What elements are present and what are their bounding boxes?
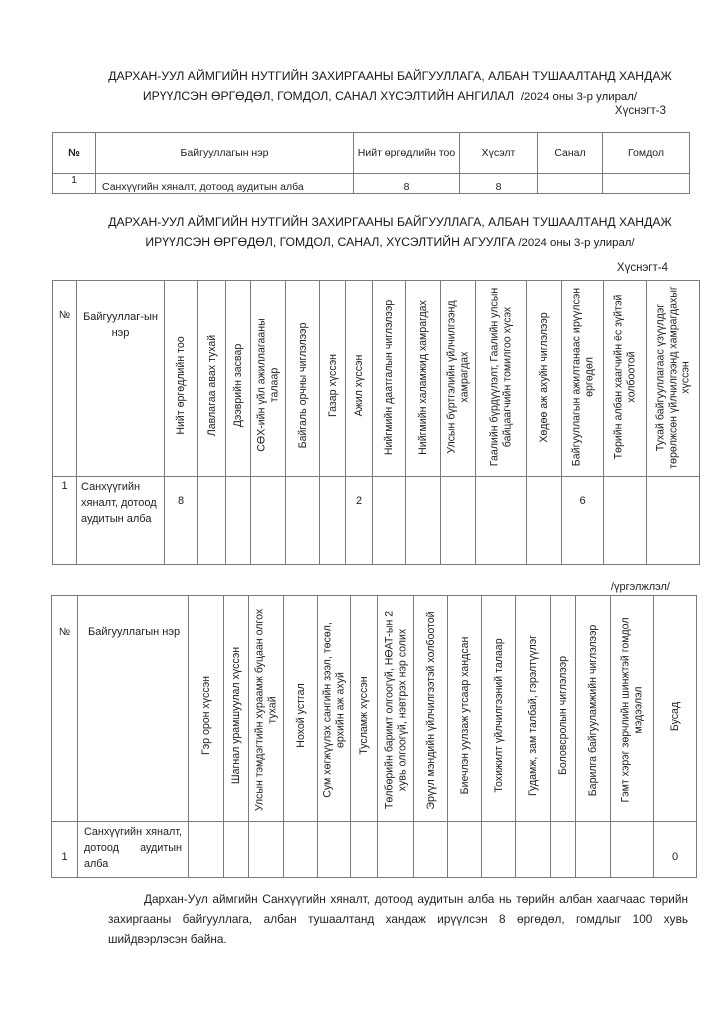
header-receipt-vat: Төлбөрийн баримт олгоогүй, НӨАТ-ын 2 хувь олгоогүй, нэвтрэх нэр солих: [383, 610, 408, 810]
row-value: [351, 822, 378, 878]
row-value: [448, 822, 482, 878]
row-request: 8: [460, 174, 538, 194]
row-value: [647, 477, 700, 565]
header-education: Боловсролын чиглэлээр: [556, 655, 569, 775]
row-value: [441, 477, 476, 565]
row-value: [320, 477, 346, 565]
header-other: Бусад: [668, 701, 681, 731]
row-value: [378, 822, 414, 878]
header-construction: Барилга байгууламжийн чиглэлээр: [586, 624, 599, 796]
section2-title-line2: ИРҮҮЛСЭН ӨРГӨДӨЛ, ГОМДОЛ, САНАЛ, ХҮСЭЛТИЙН АГУУЛГА /2024 оны 3-р улирал/: [145, 235, 635, 249]
table-header-row: [53, 133, 690, 174]
header-health-service: Эрүүл мэндийн үйлчилгээтэй холбоотой: [424, 610, 437, 810]
continued-label: /үргэлжлэл/: [610, 581, 670, 593]
row-value: [576, 822, 611, 878]
row-value: [226, 477, 251, 565]
row-value: [198, 477, 226, 565]
header-assistance: Тусламж хүссэн: [357, 675, 370, 755]
row-org-name: Санхүүгийн хяналт, дотоод аудитын алба: [78, 822, 189, 878]
header-housing: Гэр орон хүссэн: [199, 675, 212, 755]
header-employee-petition: Байгууллагын ажилтанаас ирүүлсэн өргөдөл: [570, 287, 595, 467]
header-meeting-phone: Биечлэн уулзаж утсаар хандсан: [458, 636, 471, 794]
table-row: [53, 174, 690, 194]
header-suggestion: Санал: [538, 133, 603, 174]
header-soum-fund-loan: Сум хөгжүүлэх сангийн зээл, төсөл, өрхийн аж ахуй: [321, 622, 346, 798]
summary-paragraph: Дархан-Уул аймгийн Санхүүгийн хяналт, дотоод аудитын алба нь төрийн албан хаагчаас төрийн захиргааны байгууллага, албан тушаалтанд хандаж ирүүлсэн 8 өргөдөл, гомдлыг 100 хувь шийдвэрлэсэн байна.: [108, 892, 688, 946]
header-total: Нийт өргөдлийн тоо: [354, 133, 460, 174]
row-value: [373, 477, 406, 565]
row-value: [406, 477, 441, 565]
header-complaint: Гомдол: [603, 133, 690, 174]
row-job-value: 2: [346, 477, 373, 565]
row-no: 1: [53, 174, 96, 194]
section2-title: [60, 212, 720, 253]
row-employee-petition-value: 6: [562, 477, 604, 565]
section1-title-line2: ИРҮҮЛСЭН ӨРГӨДӨЛ, ГОМДОЛ, САНАЛ ХҮСЭЛТИЙН АНГИЛАЛ /2024 оны 3-р улирал/: [142, 89, 638, 103]
table-row: [52, 822, 697, 878]
row-value: [482, 822, 516, 878]
header-org-name: Байгууллагын нэр: [78, 596, 189, 822]
header-street-lighting: Гудамж, зам талбай, гэрэлтүүлэг: [526, 634, 539, 796]
classification-table: [52, 132, 690, 194]
row-value: [249, 822, 284, 878]
header-customs: Гаалийн бүрдүүлэлт, Гаалийн улсын байцаагчийн томилгоо хүсэх: [488, 287, 513, 467]
content-table: [52, 280, 700, 565]
section2-title-line1: ДАРХАН-УУЛ АЙМГИЙН НУТГИЙН ЗАХИРГААНЫ БАЙГУУЛЛАГА, АЛБАН ТУШААЛТАНД ХАНДАЖ: [108, 215, 672, 229]
content-table-continued: [51, 595, 697, 878]
row-value: [516, 822, 551, 878]
header-org-name: Байгууллаг-ын нэр: [77, 281, 165, 477]
header-reference: Лавлагаа авах тухай: [205, 334, 218, 436]
row-org-name: Санхүүгийн хяналт, дотоод аудитын алба: [77, 477, 165, 565]
row-suggestion: [538, 174, 603, 194]
row-value: [527, 477, 562, 565]
row-value: [611, 822, 654, 878]
header-landscaping: Тохижилт үйлчилгээний талаар: [492, 637, 505, 793]
header-no: №: [53, 281, 77, 477]
header-land: Газар хүссэн: [326, 353, 339, 417]
row-no: 1: [53, 477, 77, 565]
row-value: [414, 822, 448, 878]
section2-appendix-label: Хүснэгт-4: [616, 262, 668, 274]
row-other-value: 0: [654, 822, 697, 878]
table-header-row: [52, 596, 697, 822]
row-org-name: Санхүүгийн хяналт, дотоод аудитын алба: [96, 174, 354, 194]
header-dog-control: Нохой устгал: [294, 682, 307, 748]
row-value: [251, 477, 286, 565]
row-value: [476, 477, 527, 565]
header-specialized-service: Тухай байгууллагаас үзүүлдэг төрөлжсөн үйлчилгээнд хамрагдахыг хүссэн: [654, 285, 692, 469]
header-state-registration: Улсын бүртгэлийн үйлчилгээнд хамрагдах: [445, 300, 470, 454]
header-no: №: [52, 596, 78, 822]
section1-title-line1: ДАРХАН-УУЛ АЙМГИЙН НУТГИЙН ЗАХИРГААНЫ БАЙГУУЛЛАГА, АЛБАН ТУШААЛТАНД ХАНДАЖ: [108, 69, 672, 83]
row-value: [604, 477, 647, 565]
header-roof-repair: Дээврийн засвар: [231, 343, 244, 427]
header-no: №: [53, 133, 96, 174]
row-total: 8: [354, 174, 460, 194]
header-hoa: СӨХ-ийн үйл ажиллагааны талаар: [255, 318, 280, 452]
header-crime-complaint: Гэмт хэрэг зөрчлийн шинжтэй гомдол мэдээлэл: [619, 617, 644, 803]
row-value: [286, 477, 320, 565]
section1-period: /2024 оны 3-р улирал/: [520, 91, 638, 103]
section1-title: [60, 66, 720, 107]
table-row: [53, 477, 700, 565]
header-civil-servant-ethics: Төрийн албан хаагчийн ёс зүйтэй холбоотой: [612, 294, 637, 460]
row-value: [189, 822, 224, 878]
header-social-welfare: Нийгмийн халамжид хамрагдах: [416, 299, 429, 455]
section1-appendix-label: Хүснэгт-3: [614, 105, 666, 117]
row-value: [551, 822, 576, 878]
row-total: 8: [165, 477, 198, 565]
header-agriculture: Хөдөө аж ахуйн чиглэлээр: [537, 311, 550, 443]
row-no: 1: [52, 822, 78, 878]
row-value: [224, 822, 249, 878]
row-complaint: [603, 174, 690, 194]
section2-period: /2024 оны 3-р улирал/: [518, 237, 635, 249]
header-stamp-duty-refund: Улсын тэмдэгтийн хураамж буцаан олгох тухай: [253, 608, 278, 812]
header-environment: Байгаль орчны чиглэлээр: [296, 322, 309, 448]
row-value: [284, 822, 318, 878]
header-job: Ажил хүссэн: [352, 354, 365, 416]
table-header-row: [53, 281, 700, 477]
header-award: Шагнал урамшуулал хүссэн: [229, 646, 242, 784]
row-value: [318, 822, 351, 878]
header-social-insurance: Нийгмийн даатгалын чиглэлээр: [382, 299, 395, 455]
header-org-name: Байгууллагын нэр: [96, 133, 354, 174]
header-total: Нийт өргөдлийн тоо: [174, 335, 187, 435]
header-request: Хүсэлт: [460, 133, 538, 174]
